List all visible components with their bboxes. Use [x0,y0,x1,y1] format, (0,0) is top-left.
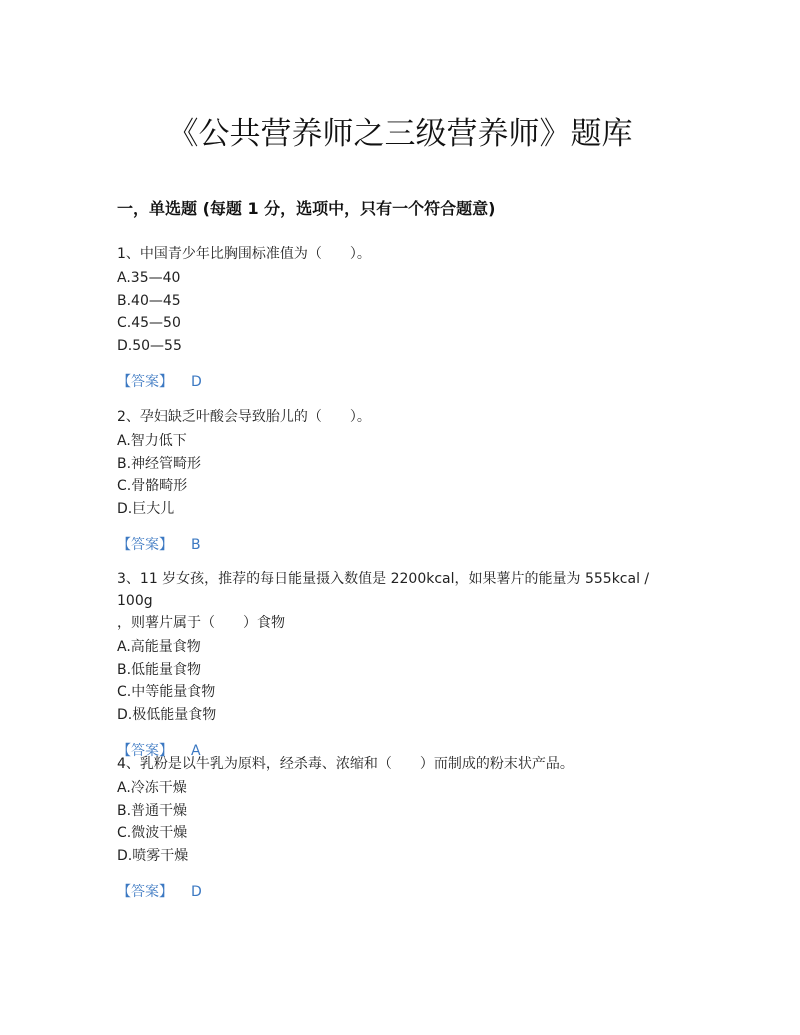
question-stem: 2、孕妇缺乏叶酸会导致胎儿的（ ）。 [117,409,371,425]
answer-value: A [191,743,201,759]
option-a: A.高能量食物 [117,639,201,655]
option-b: B.普通干燥 [117,802,188,819]
document-title: 《公共营养师之三级营养师》题库 [167,116,633,152]
answer-label: 【答案】 [117,374,173,390]
answer-value: D [191,884,202,900]
option-b: B.神经管畸形 [117,455,202,472]
question-1 [117,243,687,393]
option-a: A.35—40 [117,270,181,286]
answer-value: D [191,374,202,390]
option-d: D.巨大儿 [117,500,175,517]
answer-label: 【答案】 [117,743,173,759]
answer-label: 【答案】 [117,884,173,900]
answer-line [117,371,687,393]
option-d: D.喷雾干燥 [117,847,189,864]
question-stem: 1、中国青少年比胸围标准值为（ ）。 [117,246,371,262]
question-2 [117,406,687,556]
question-3 [117,568,687,762]
option-d: D.极低能量食物 [117,706,217,723]
option-d: D.50—55 [117,337,182,354]
answer-line [117,881,687,903]
option-b: B.低能量食物 [117,661,202,678]
question-stem-line1: 3、11 岁女孩，推荐的每日能量摄入数值是 2200kcal，如果薯片的能量为 555kcal / 100g [117,571,650,609]
option-c: C.微波干燥 [117,825,188,841]
option-b: B.40—45 [117,292,181,309]
question-stem: 4、乳粉是以牛乳为原料，经杀毒、浓缩和（ ）而制成的粉末状产品。 [117,756,574,772]
option-c: C.骨骼畸形 [117,478,188,494]
answer-label: 【答案】 [117,537,173,553]
option-a: A.智力低下 [117,433,187,449]
answer-line [117,534,687,556]
option-a: A.冷冻干燥 [117,780,187,796]
section-heading: 一，单选题 (每题 1 分，选项中，只有一个符合题意) [117,199,496,218]
question-4 [117,753,687,903]
question-stem-line2: ，则薯片属于（ ）食物 [117,615,285,631]
answer-value: B [191,537,201,553]
option-c: C.中等能量食物 [117,684,216,700]
option-c: C.45—50 [117,315,181,331]
